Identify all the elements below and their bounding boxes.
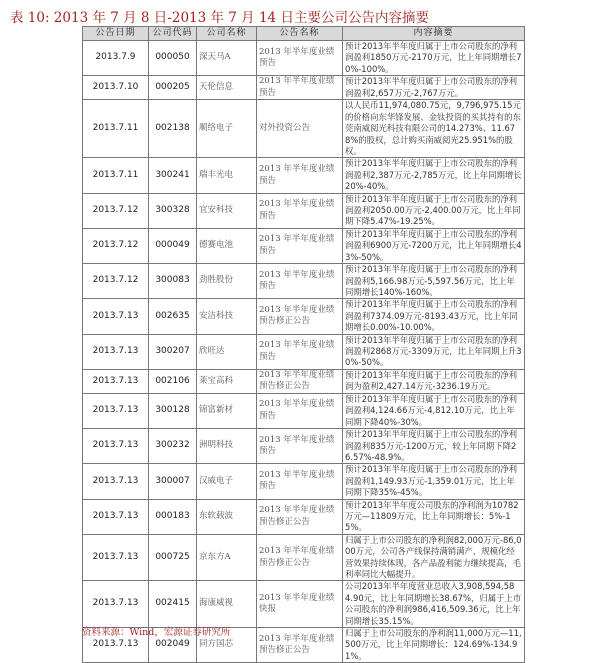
cell-announcement-title: 2013 年半年度业绩预告 bbox=[257, 76, 343, 100]
cell-date: 2013.7.13 bbox=[83, 499, 149, 534]
cell-announcement-title: 2013 年半年度业绩预告修正公告 bbox=[257, 369, 343, 393]
table-row bbox=[83, 100, 525, 158]
cell-company-name: 瑞丰光电 bbox=[197, 158, 257, 193]
cell-date: 2013.7.12 bbox=[83, 228, 149, 263]
cell-code: 000183 bbox=[149, 499, 197, 534]
cell-code: 300128 bbox=[149, 393, 197, 428]
cell-announcement-title: 对外投资公告 bbox=[257, 100, 343, 158]
cell-date: 2013.7.13 bbox=[83, 628, 149, 663]
table-row bbox=[83, 158, 525, 193]
cell-date: 2013.7.13 bbox=[83, 429, 149, 464]
cell-company-name: 安洁科技 bbox=[197, 299, 257, 334]
cell-date: 2013.7.12 bbox=[83, 193, 149, 228]
cell-date: 2013.7.11 bbox=[83, 158, 149, 193]
cell-code: 000049 bbox=[149, 228, 197, 263]
cell-summary: 预计2013年半年度归属于上市公司股东的净利润盈利4,124.66万元-4,812.10万元，比上年同期下降40%-30%。 bbox=[343, 393, 525, 428]
cell-company-name: 同方国芯 bbox=[197, 628, 257, 663]
table-row bbox=[83, 193, 525, 228]
cell-announcement-title: 2013 年半年度业绩预告 bbox=[257, 393, 343, 428]
table-row bbox=[83, 534, 525, 581]
cell-summary: 预计2013年半年度归属于上市公司股东的净利润盈利2050.00万元-2,400.00万元，比上年同期下降5.47%-19.25%。 bbox=[343, 193, 525, 228]
source-note: 资料来源：Wind，宏源证券研究所 bbox=[82, 627, 231, 638]
cell-company-name: 莱宝高科 bbox=[197, 369, 257, 393]
cell-company-name: 深天马A bbox=[197, 41, 257, 76]
cell-summary: 以人民币11,974,080.75元，9,796,975.15元的价格向东华锋发展、金钛投资的买其持有的东莞南威阅光科技有限公司的14.273%、11.678%的股权，总计购买南威阅光25.951%的股权。 bbox=[343, 100, 525, 158]
cell-company-name: 劲胜股份 bbox=[197, 264, 257, 299]
table-row bbox=[83, 76, 525, 100]
cell-announcement-title: 2013 年半年度业绩预告 bbox=[257, 228, 343, 263]
cell-code: 002049 bbox=[149, 628, 197, 663]
cell-announcement-title: 2013 年半年度业绩预告修正公告 bbox=[257, 299, 343, 334]
cell-company-name: 洲明科技 bbox=[197, 429, 257, 464]
cell-summary: 预计2013年半年度归属于上市公司股东的净利润盈利835万元-1200万元，较上年同期下降26.57%-48.9%。 bbox=[343, 429, 525, 464]
table-row bbox=[83, 264, 525, 299]
cell-code: 300207 bbox=[149, 334, 197, 369]
cell-summary: 预计2013年半年度归属于上市公司股东的净利润盈利6900万元-7200万元，比上年同期增长43%-50%。 bbox=[343, 228, 525, 263]
cell-date: 2013.7.12 bbox=[83, 264, 149, 299]
cell-announcement-title: 2013 年半年度业绩预告 bbox=[257, 193, 343, 228]
cell-announcement-title: 2013 年半年度业绩预告 bbox=[257, 429, 343, 464]
cell-code: 002635 bbox=[149, 299, 197, 334]
cell-summary: 预计2013年半年度归属于上市公司股东的净利润为盈利2,427.14万元-3236.19万元。 bbox=[343, 369, 525, 393]
cell-code: 002138 bbox=[149, 100, 197, 158]
cell-company-name: 海康威视 bbox=[197, 581, 257, 628]
column-header-title: 公告名称 bbox=[257, 27, 343, 41]
announcement-table bbox=[82, 26, 525, 663]
table-row bbox=[83, 369, 525, 393]
cell-code: 300328 bbox=[149, 193, 197, 228]
table-row bbox=[83, 334, 525, 369]
cell-summary: 归属于上市公司股东的净利润82,000万元-86,000万元，公司各产线保持满销满产，规模化经营效果持续体现，各产品盈利能力继续提高，毛利率同比大幅提升。 bbox=[343, 534, 525, 581]
cell-announcement-title: 2013 年半年度业绩预告 bbox=[257, 464, 343, 499]
table-row bbox=[83, 429, 525, 464]
table-row bbox=[83, 393, 525, 428]
cell-code: 300232 bbox=[149, 429, 197, 464]
cell-company-name: 德赛电池 bbox=[197, 228, 257, 263]
table-row bbox=[83, 299, 525, 334]
cell-summary: 预计2013年半年度归属于上市公司股东的净利润盈利1,149.93万元-1,359.01万元，比上年同期下降35%-45%。 bbox=[343, 464, 525, 499]
cell-summary: 归属于上市公司股东的净利润11,000万元—11,500万元，比上年同期增长：124.69%-134.91%。 bbox=[343, 628, 525, 663]
table-row bbox=[83, 581, 525, 628]
cell-date: 2013.7.10 bbox=[83, 76, 149, 100]
cell-code: 000205 bbox=[149, 76, 197, 100]
cell-company-name: 锦富新材 bbox=[197, 393, 257, 428]
cell-company-name: 汉威电子 bbox=[197, 464, 257, 499]
cell-company-name: 天伦信息 bbox=[197, 76, 257, 100]
cell-date: 2013.7.13 bbox=[83, 464, 149, 499]
cell-company-name: 欣旺达 bbox=[197, 334, 257, 369]
cell-code: 300007 bbox=[149, 464, 197, 499]
cell-company-name: 顺络电子 bbox=[197, 100, 257, 158]
cell-summary: 预计2013年半年度归属于上市公司股东的净利润盈利5,166.98万元-5,597.56万元，比上年同期增长140%-160%。 bbox=[343, 264, 525, 299]
cell-announcement-title: 2013 年半年度业绩预告修正公告 bbox=[257, 628, 343, 663]
table-title: 表 10: 2013 年 7 月 8 日-2013 年 7 月 14 日主要公司公告内容摘要 bbox=[10, 10, 429, 26]
cell-summary: 预计2013年半年度归属于上市公司股东的净利润盈利7374.09万元-8193.43万元，比上年同期增长0.00%-10.00%。 bbox=[343, 299, 525, 334]
cell-announcement-title: 2013 年半年度业绩预告 bbox=[257, 41, 343, 76]
table-row bbox=[83, 41, 525, 76]
cell-code: 002415 bbox=[149, 581, 197, 628]
column-header-name: 公司名称 bbox=[197, 27, 257, 41]
cell-announcement-title: 2013 年半年度业绩快报 bbox=[257, 581, 343, 628]
table-row bbox=[83, 499, 525, 534]
cell-code: 000725 bbox=[149, 534, 197, 581]
cell-announcement-title: 2013 年半年度业绩预告 bbox=[257, 264, 343, 299]
cell-date: 2013.7.11 bbox=[83, 100, 149, 158]
column-header-code: 公司代码 bbox=[149, 27, 197, 41]
cell-announcement-title: 2013 年半年度业绩预告修正公告 bbox=[257, 499, 343, 534]
column-header-date: 公告日期 bbox=[83, 27, 149, 41]
cell-summary: 预计2013年半年度归属于上市公司股东的净利润盈利2,657万元-2,767万元。 bbox=[343, 76, 525, 100]
cell-summary: 预计2013年半年度归属于上市公司股东的净利润盈利2868万元-3309万元，比上年同期上升30%-50%。 bbox=[343, 334, 525, 369]
cell-company-name: 东软载波 bbox=[197, 499, 257, 534]
cell-summary: 预计2013年半年度归属于上市公司股东的净利润盈利1850万元-2170万元，比上年同期增长70%-100%。 bbox=[343, 41, 525, 76]
cell-summary: 公司2013年半年度营业总收入3,908,594,584.90元，比上年同期增长38.67%，归属于上市公司股东的净利润986,416,509.36元，比上年同期增长35.15%。 bbox=[343, 581, 525, 628]
cell-date: 2013.7.13 bbox=[83, 299, 149, 334]
table-row bbox=[83, 228, 525, 263]
table-header-row bbox=[83, 27, 525, 41]
table-row bbox=[83, 464, 525, 499]
cell-announcement-title: 2013 年半年度业绩预告 bbox=[257, 158, 343, 193]
cell-date: 2013.7.13 bbox=[83, 581, 149, 628]
cell-date: 2013.7.9 bbox=[83, 41, 149, 76]
cell-date: 2013.7.13 bbox=[83, 393, 149, 428]
cell-date: 2013.7.13 bbox=[83, 534, 149, 581]
cell-date: 2013.7.13 bbox=[83, 334, 149, 369]
cell-code: 000050 bbox=[149, 41, 197, 76]
cell-summary: 预计2013年半年度归属于上市公司股东的净利润盈利2,387万元-2,785万元，比上年同期增长20%-40%。 bbox=[343, 158, 525, 193]
cell-company-name: 京东方A bbox=[197, 534, 257, 581]
cell-announcement-title: 2013 年半年度业绩预告 bbox=[257, 334, 343, 369]
cell-company-name: 宜安科技 bbox=[197, 193, 257, 228]
cell-code: 300083 bbox=[149, 264, 197, 299]
cell-code: 002106 bbox=[149, 369, 197, 393]
cell-date: 2013.7.13 bbox=[83, 369, 149, 393]
cell-announcement-title: 2013 年半年度业绩预告修正公告 bbox=[257, 534, 343, 581]
cell-summary: 预计2013年半年度公司股东的净利润为10782万元—11809万元，比上年同期增长：5%-15%。 bbox=[343, 499, 525, 534]
column-header-summary: 内容摘要 bbox=[343, 27, 525, 41]
cell-code: 300241 bbox=[149, 158, 197, 193]
